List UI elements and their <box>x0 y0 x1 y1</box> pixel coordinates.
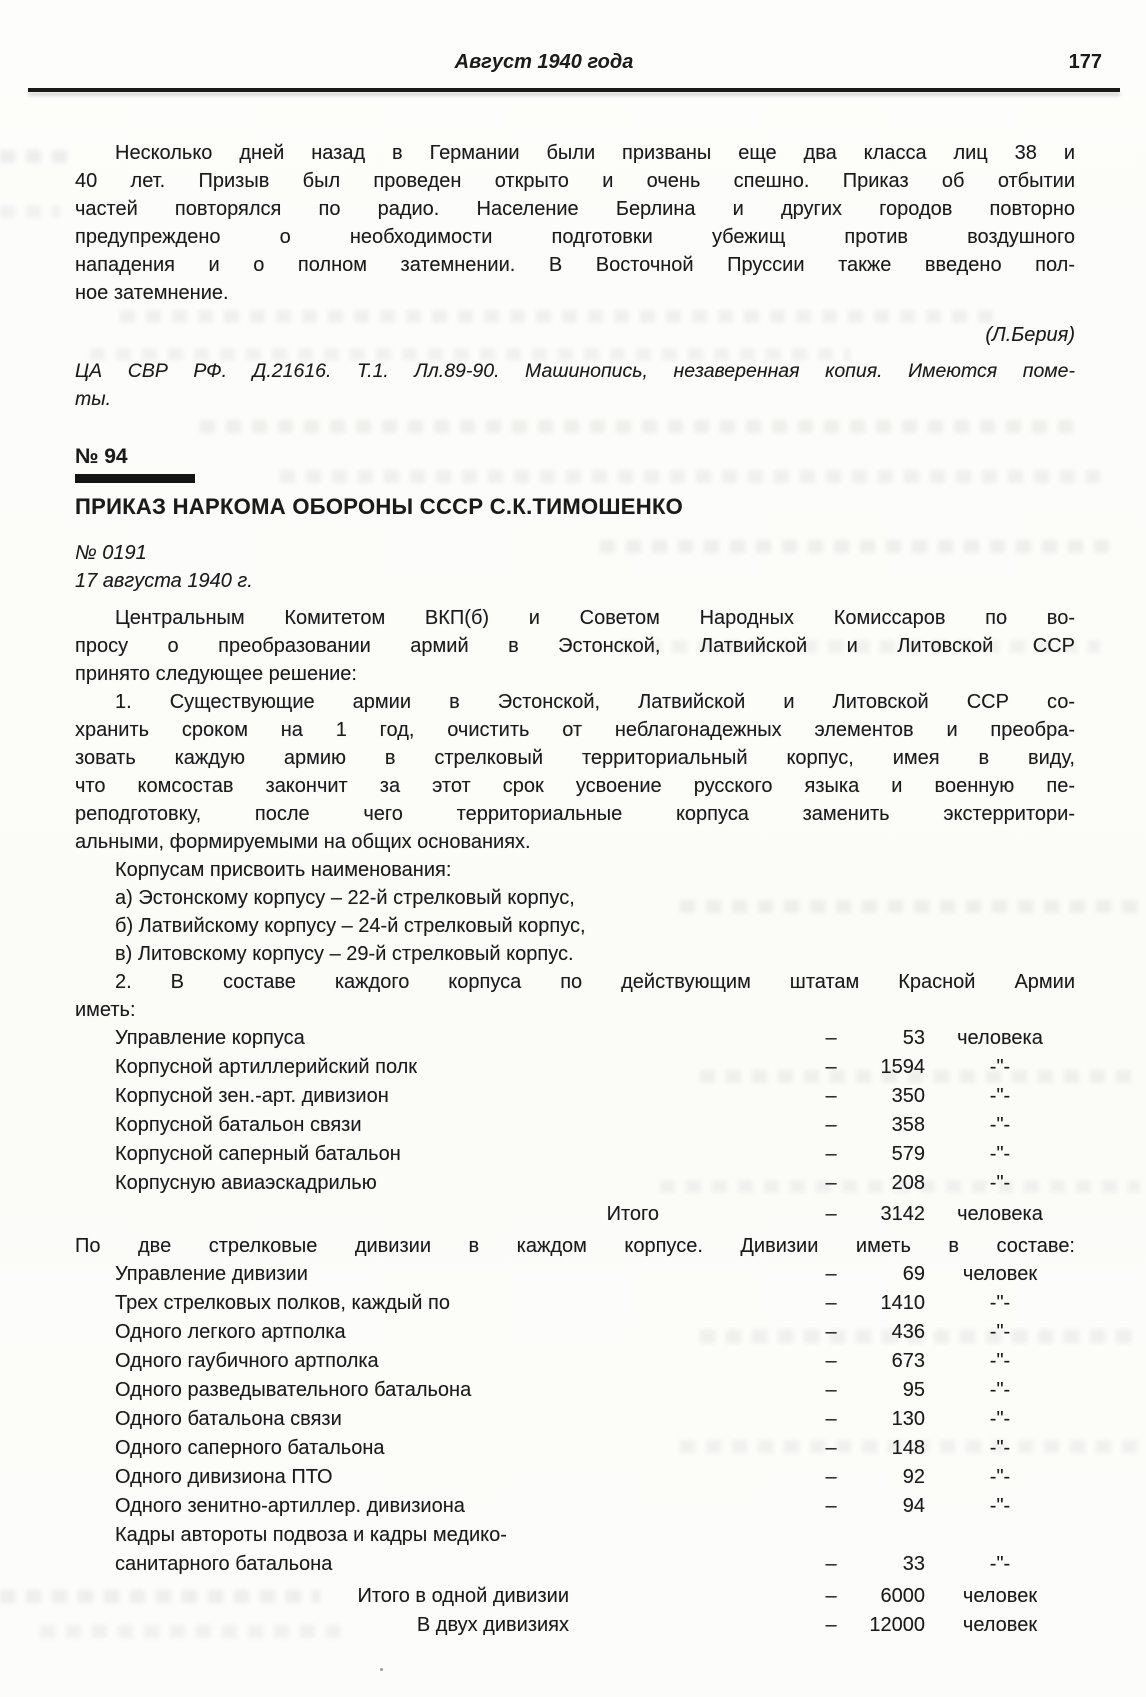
row-label: Кадры автороты подвоза и кадры медико- санитарного батальона <box>115 1524 507 1575</box>
text-line: принято следующее решение: <box>75 663 357 685</box>
table-row <box>75 1347 1075 1376</box>
table-row <box>75 1200 1075 1229</box>
row-label: Одного саперного батальона <box>115 1437 385 1459</box>
order-point-1 <box>75 688 1075 856</box>
text-line: 2. В составе каждого корпуса по действующим штатам Красной Армии <box>115 971 1075 993</box>
row-dash: – <box>825 1321 837 1343</box>
table-row <box>75 1318 1075 1347</box>
row-dash: – <box>825 1114 837 1136</box>
text-line: зовать каждую армию в стрелковый территориальный корпус, имея в виду, <box>75 747 1075 769</box>
row-unit: -"- <box>989 1321 1011 1343</box>
text-line: нападения и о полном затемнении. В Восточной Пруссии также введено пол- <box>75 254 1075 276</box>
row-value: 208 <box>891 1172 925 1194</box>
table-row <box>75 1024 1075 1053</box>
table-row <box>75 1521 1075 1579</box>
order-point-2 <box>75 968 1075 1024</box>
row-unit: -"- <box>989 1437 1011 1459</box>
page-text-column <box>75 139 1075 1640</box>
row-value: 53 <box>902 1027 925 1049</box>
text-line: 1. Существующие армии в Эстонской, Латвийской и Литовской ССР со- <box>115 691 1075 713</box>
row-dash: – <box>825 1292 837 1314</box>
table-row <box>75 1611 1075 1640</box>
division-staff-table <box>75 1260 1075 1579</box>
corps-naming-intro: Корпусам присвоить наименования: <box>115 859 452 881</box>
order-intro-paragraph <box>75 604 1075 688</box>
text-line: в) Литовскому корпусу – 29-й стрелковый корпус. <box>115 943 574 965</box>
row-value: 358 <box>891 1114 925 1136</box>
row-label: Итого в одной дивизии <box>357 1585 569 1607</box>
row-dash: – <box>825 1203 837 1225</box>
order-number-heading: № 94 <box>75 445 128 468</box>
row-dash: – <box>825 1585 837 1607</box>
bleed-artifact <box>0 150 70 163</box>
row-label: Управление дивизии <box>115 1263 308 1285</box>
divisions-intro: По две стрелковые дивизии в каждом корпусе. Дивизии иметь в составе: <box>75 1235 1075 1257</box>
row-value: 92 <box>902 1466 925 1488</box>
row-value: 673 <box>891 1350 925 1372</box>
row-dash: – <box>825 1553 837 1575</box>
table-row <box>75 1140 1075 1169</box>
row-unit: -"- <box>989 1172 1011 1194</box>
row-value: 436 <box>891 1321 925 1343</box>
row-unit: -"- <box>989 1350 1011 1372</box>
row-value: 95 <box>902 1379 925 1401</box>
row-value: 33 <box>902 1553 925 1575</box>
row-dash: – <box>825 1056 837 1078</box>
text-line: ЦА СВР РФ. Д.21616. Т.1. Лл.89-90. Машинопись, незаверенная копия. Имеются поме- <box>75 360 1075 382</box>
row-unit: -"- <box>989 1408 1011 1430</box>
text-line: а) Эстонскому корпусу – 22-й стрелковый корпус, <box>115 887 575 909</box>
row-value: 69 <box>902 1263 925 1285</box>
report-paragraph <box>75 139 1075 307</box>
table-row <box>75 1463 1075 1492</box>
text-line: хранить сроком на 1 год, очистить от неблагонадежных элементов и преобра- <box>75 719 1075 741</box>
row-unit: -"- <box>989 1379 1011 1401</box>
header-rule <box>28 88 1120 92</box>
row-label: Одного разведывательного батальона <box>115 1379 472 1401</box>
row-unit: -"- <box>989 1114 1011 1136</box>
row-dash: – <box>825 1495 837 1517</box>
text-line: Несколько дней назад в Германии были призваны еще два класса лиц 38 и <box>115 142 1075 164</box>
row-unit: -"- <box>989 1292 1011 1314</box>
bleed-artifact <box>0 205 60 218</box>
row-dash: – <box>825 1263 837 1285</box>
section-divider-bar <box>75 474 195 483</box>
row-dash: – <box>825 1350 837 1372</box>
order-field-number: № 0191 <box>75 542 147 564</box>
row-value: 6000 <box>880 1585 925 1607</box>
row-label: Одного дивизиона ПТО <box>115 1466 333 1488</box>
row-unit: человека <box>957 1027 1043 1049</box>
table-row <box>75 1405 1075 1434</box>
text-line: что комсостав закончит за этот срок усвоение русского языка и военную пе- <box>75 775 1075 797</box>
row-unit: -"- <box>989 1466 1011 1488</box>
row-value: 1410 <box>880 1292 925 1314</box>
text-line: Центральным Комитетом ВКП(б) и Советом Народных Комиссаров по во- <box>115 607 1075 629</box>
row-unit: -"- <box>989 1495 1011 1517</box>
table-row <box>75 1111 1075 1140</box>
scan-speck <box>380 1668 383 1671</box>
row-label: Одного зенитно-артиллер. дивизиона <box>115 1495 465 1517</box>
row-dash: – <box>825 1085 837 1107</box>
row-dash: – <box>825 1466 837 1488</box>
text-line: ты. <box>75 388 112 410</box>
row-label: Управление корпуса <box>115 1027 305 1049</box>
row-unit: -"- <box>989 1085 1011 1107</box>
row-label: Корпусной саперный батальон <box>115 1143 401 1165</box>
text-line: реподготовку, после чего территориальные корпуса заменить экстерритори- <box>75 803 1075 825</box>
row-unit: человек <box>962 1263 1038 1285</box>
row-label: Итого <box>606 1203 659 1225</box>
row-dash: – <box>825 1437 837 1459</box>
row-dash: – <box>825 1408 837 1430</box>
row-value: 148 <box>891 1437 925 1459</box>
row-dash: – <box>825 1614 837 1636</box>
row-label: Одного легкого артполка <box>115 1321 346 1343</box>
row-dash: – <box>825 1143 837 1165</box>
page-number: 177 <box>1068 51 1102 73</box>
row-label: Корпусной артиллерийский полк <box>115 1056 418 1078</box>
row-label: В двух дивизиях <box>416 1614 569 1636</box>
row-unit: -"- <box>989 1056 1011 1078</box>
row-unit: человека <box>957 1203 1043 1225</box>
row-unit: человек <box>962 1614 1038 1636</box>
row-value: 1594 <box>880 1056 925 1078</box>
table-row <box>75 1053 1075 1082</box>
table-row <box>75 1434 1075 1463</box>
row-dash: – <box>825 1379 837 1401</box>
row-value: 12000 <box>869 1614 925 1636</box>
table-row <box>75 1169 1075 1198</box>
table-row <box>75 1260 1075 1289</box>
text-line: частей повторялся по радио. Население Берлина и других городов повторно <box>75 198 1075 220</box>
row-unit: -"- <box>989 1143 1011 1165</box>
text-line: ное затемнение. <box>75 282 229 304</box>
text-line: просу о преобразовании армий в Эстонской, Латвийской и Литовской ССР <box>75 635 1075 657</box>
row-label: Одного гаубичного артполка <box>115 1350 379 1372</box>
corps-staff-total <box>75 1200 1075 1229</box>
row-dash: – <box>825 1027 837 1049</box>
row-label: Корпусную авиаэскадрилью <box>115 1172 377 1194</box>
order-title: ПРИКАЗ НАРКОМА ОБОРОНЫ СССР С.К.ТИМОШЕНКО <box>75 494 684 519</box>
row-value: 350 <box>891 1085 925 1107</box>
table-row <box>75 1289 1075 1318</box>
division-staff-totals <box>75 1582 1075 1640</box>
row-label: Одного батальона связи <box>115 1408 342 1430</box>
row-dash: – <box>825 1172 837 1194</box>
row-unit: человек <box>962 1585 1038 1607</box>
corps-staff-table <box>75 1024 1075 1198</box>
row-value: 3142 <box>880 1203 925 1225</box>
text-line: предупреждено о необходимости подготовки убежищ против воздушного <box>75 226 1075 248</box>
table-row <box>75 1492 1075 1521</box>
running-head <box>28 48 1120 78</box>
table-row <box>75 1082 1075 1111</box>
row-value: 94 <box>902 1495 925 1517</box>
row-label: Трех стрелковых полков, каждый по <box>115 1292 450 1314</box>
order-date: 17 августа 1940 г. <box>75 570 253 592</box>
text-line: альными, формируемыми на общих основаниях. <box>75 831 531 853</box>
row-unit: -"- <box>989 1553 1011 1575</box>
row-value: 130 <box>891 1408 925 1430</box>
text-line: иметь: <box>75 999 136 1021</box>
running-head-title: Август 1940 года <box>454 51 634 73</box>
table-row <box>75 1376 1075 1405</box>
text-line: 40 лет. Призыв был проведен открыто и очень спешно. Приказ об отбытии <box>75 170 1075 192</box>
row-label: Корпусной зен.-арт. дивизион <box>115 1085 389 1107</box>
row-label: Корпусной батальон связи <box>115 1114 362 1136</box>
corps-naming-list <box>75 884 1075 968</box>
row-value: 579 <box>891 1143 925 1165</box>
text-line: б) Латвийскому корпусу – 24-й стрелковый корпус, <box>115 915 586 937</box>
report-source-citation <box>75 357 1075 413</box>
table-row <box>75 1582 1075 1611</box>
report-signature: (Л.Берия) <box>985 324 1075 346</box>
